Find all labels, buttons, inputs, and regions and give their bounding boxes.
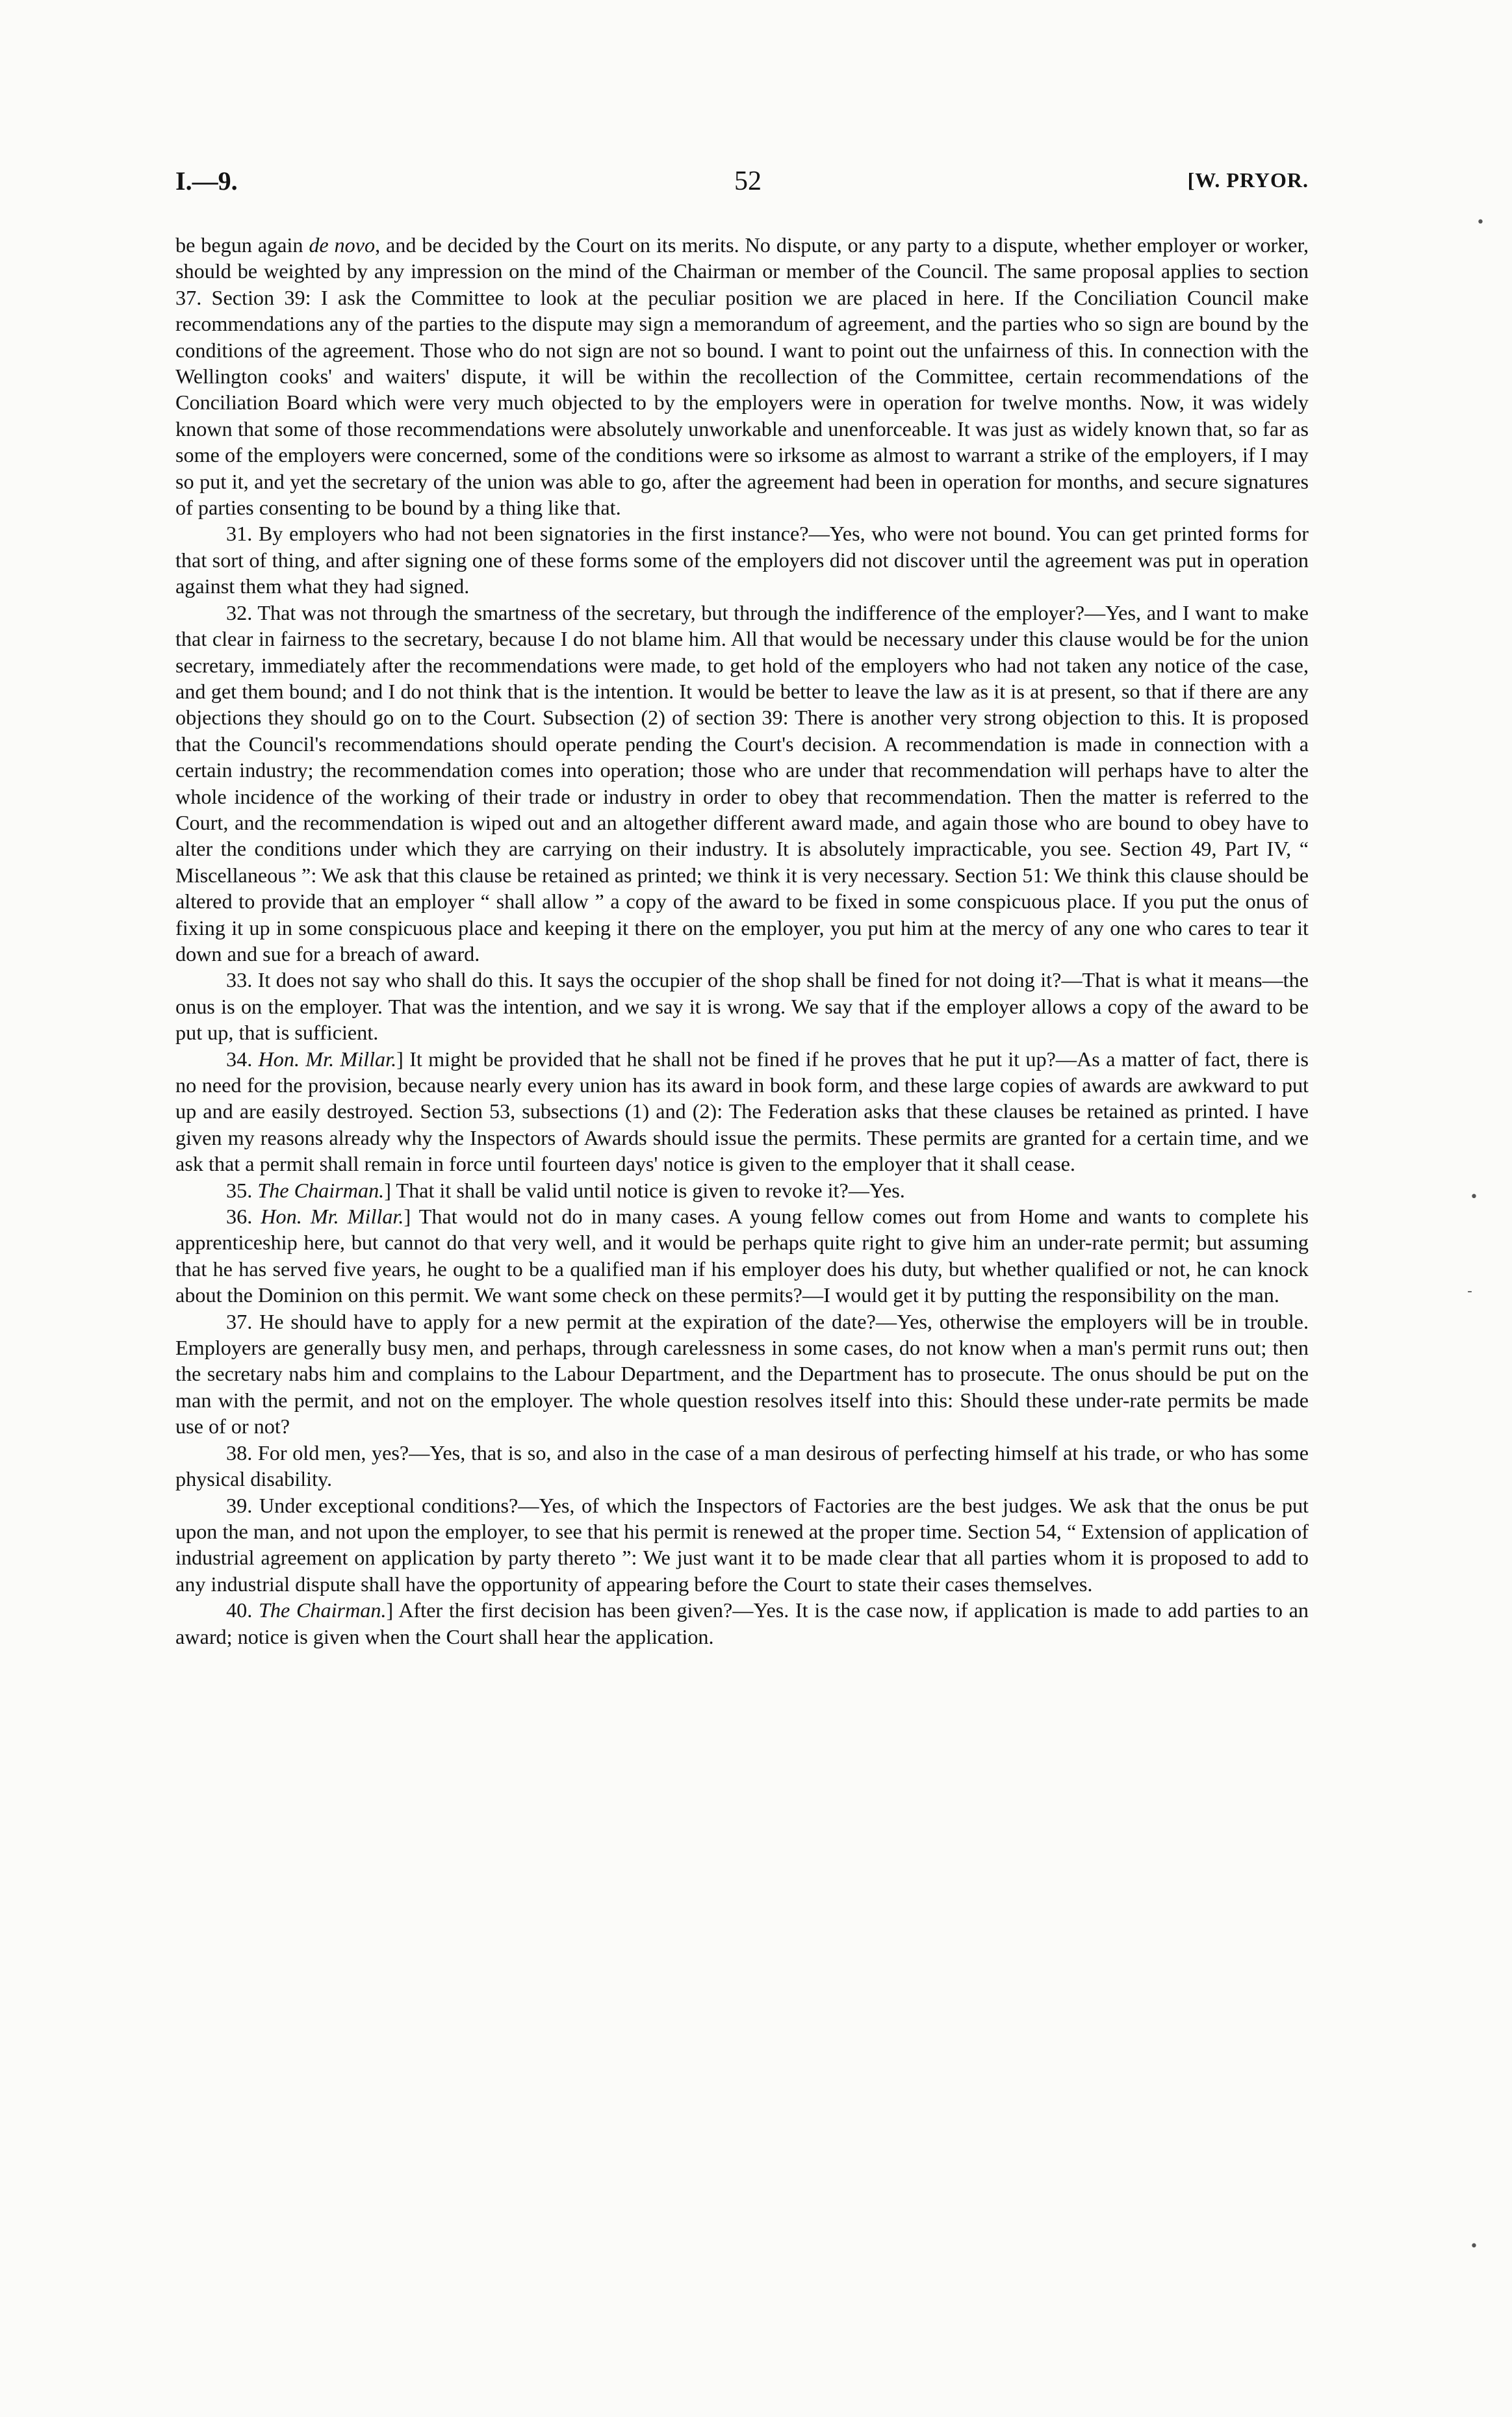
scan-speck: • bbox=[1470, 1189, 1478, 1205]
question-number: 36. bbox=[226, 1205, 253, 1229]
question-number: 40. bbox=[226, 1598, 253, 1622]
paragraph-39: 39. Under exceptional conditions?—Yes, of which the Inspectors of Factories are the best judges. We ask that the onus be put upon the man, and not upon the employer, to see that his permit is renewed at the proper time. Section 54, “ Extension of application of industrial agreement on application by party thereto ”: We just want it to be made clear that all parties whom it is proposed to add to any industrial dispute shall have the opportunity of appearing before the Court to state their cases themselves. bbox=[175, 1493, 1309, 1596]
paragraph-35: 35. The Chairman.] That it shall be valid until notice is given to revoke it?—Yes. bbox=[226, 1178, 905, 1202]
question-number: 37. bbox=[226, 1309, 253, 1333]
paper-reference: I.—9. bbox=[175, 166, 238, 196]
speaker-name: The Chairman. bbox=[257, 1178, 385, 1202]
speaker-name: The Chairman. bbox=[258, 1598, 387, 1622]
paragraph-36: 36. Hon. Mr. Millar.] That would not do in many cases. A young fellow comes out from Home and wants to complete his apprenticeship here, but cannot do that very well, and it would be perhaps quite right to give him an under-rate permit; but assuming that he has served five years, he ought to be a qualified man if his employer does his duty, but whether qualified or not, he can knock about the Dominion on this permit. We want some check on these permits?—I would get it by putting the responsibility on the man. bbox=[175, 1205, 1309, 1307]
paragraph-37: 37. He should have to apply for a new permit at the expiration of the date?—Yes, otherwise the employers will be in trouble. Employers are generally busy men, and perhaps, through carelessness in some cases, do not know when a man's permit runs out; then the secretary nabs him and complains to the Labour Department, and the Department has to prosecute. The onus should be put on the man with the permit, and not on the employer. The whole question resolves itself into this: Should these under-rate permits be made use of or not? bbox=[175, 1309, 1309, 1439]
question-number: 39. bbox=[226, 1493, 253, 1517]
scan-speck: - bbox=[1467, 1283, 1472, 1299]
paragraph-32: 32. That was not through the smartness of the secretary, but through the indifference of the employer?—Yes, and I want to make that clear in fairness to the secretary, because I do not blame him. All that would be necessary under this clause would be for the union secretary, immediately after the recommendations were made, to get hold of the employers who had not taken any notice of the case, and get them bound; and I do not think that is the intention. It would be better to leave the law as it is at present, so that if there are any objections they should go on to the Court. Subsection (2) of section 39: There is another very strong objection to this. It is proposed that the Council's recommendations should operate pending the Court's decision. A recommendation is made in connection with a certain industry; the recommendation comes into operation; those who are under that recommendation will perhaps have to alter the whole incidence of the working of their trade or industry in order to obey that recommendation. Then the matter is referred to the Court, and the recommendation is wiped out and an altogether different award made, and again those who are bound to obey have to alter the conditions under which they are carrying on their industry. It is absolutely impracticable, you see. Section 49, Part IV, “ Miscellaneous ”: We ask that this clause be retained as printed; we think it is very necessary. Section 51: We think this clause should be altered to provide that an employer “ shall allow ” a copy of the award to be fixed in some conspicuous place. If you put the onus of fixing it up in some conspicuous place and keeping it there on the employer, you put him at the mercy of any one who cares to tear it down and sue for a breach of award. bbox=[175, 600, 1309, 966]
scan-speck: • bbox=[1470, 2238, 1478, 2255]
paragraph-continuation: be begun again de novo, and be decided by the Court on its merits. No dispute, or any party to a dispute, whether employer or worker, should be weighted by any impression on the mind of the Chairman or member of the Council. The same proposal applies to section 37. Section 39: I ask the Committee to look at the peculiar position we are placed in here. If the Conciliation Council make recommendations any of the parties to the dispute may sign a memorandum of agreement, and the parties who so sign are bound by the conditions of the agreement. Those who do not sign are not so bound. I want to point out the unfairness of this. In connection with the Wellington cooks' and waiters' dispute, it will be within the recollection of the Committee, certain recommendations of the Conciliation Board which were very much objected to by the employers were in operation for twelve months. Now, it was widely known that some of those recommendations were absolutely unworkable and unenforceable. It was just as widely known that, so far as some of the employers were concerned, some of the conditions were so irksome as almost to warrant a strike of the employers, if I may so put it, and yet the secretary of the union was able to go, after the agreement had been in operation for months, and secure signatures of parties consenting to be bound by a thing like that. bbox=[175, 233, 1309, 520]
scan-speck: • bbox=[1476, 214, 1485, 231]
document-page bbox=[175, 166, 1309, 1650]
paragraph-31: 31. By employers who had not been signatories in the first instance?—Yes, who were not bound. You can get printed forms for that sort of thing, and after signing one of these forms some of the employers did not discover until the agreement was put in operation against them what they had signed. bbox=[175, 522, 1309, 598]
question-number: 33. bbox=[226, 968, 253, 992]
paragraph-33: 33. It does not say who shall do this. It says the occupier of the shop shall be fined for not doing it?—That is what it means—the onus is on the employer. That was the intention, and we say it is wrong. We say that if the employer allows a copy of the award to be put up, that is sufficient. bbox=[175, 968, 1309, 1045]
page-header bbox=[175, 166, 1309, 218]
question-number: 38. bbox=[226, 1440, 253, 1464]
speaker-name: Hon. Mr. Millar. bbox=[258, 1047, 397, 1071]
paragraph-40: 40. The Chairman.] After the first decision has been given?—Yes. It is the case now, if application is made to add parties to an award; notice is given when the Court shall hear the application. bbox=[175, 1598, 1309, 1648]
latin-phrase: de novo bbox=[309, 233, 376, 257]
question-number: 34. bbox=[226, 1047, 253, 1071]
question-number: 31. bbox=[226, 522, 253, 546]
speaker-name: Hon. Mr. Millar. bbox=[261, 1205, 404, 1229]
paragraph-34: 34. Hon. Mr. Millar.] It might be provided that he shall not be fined if he proves that he put it up?—As a matter of fact, there is no need for the provision, because nearly every union has its award in book form, and these large copies of awards are awkward to put up and are easily destroyed. Section 53, subsections (1) and (2): The Federation asks that these clauses be retained as printed. I have given my reasons already why the Inspectors of Awards should issue the permits. These permits are granted for a certain time, and we ask that a permit shall remain in force until fourteen days' notice is given to the employer that it shall cease. bbox=[175, 1047, 1309, 1176]
paragraph-38: 38. For old men, yes?—Yes, that is so, and also in the case of a man desirous of perfecting himself at his trade, or who has some physical disability. bbox=[175, 1440, 1309, 1491]
witness-name: [W. PRYOR. bbox=[1187, 168, 1309, 192]
question-number: 35. bbox=[226, 1178, 253, 1202]
question-number: 32. bbox=[226, 600, 253, 624]
body-text bbox=[175, 232, 1309, 1650]
page-number: 52 bbox=[734, 166, 762, 196]
